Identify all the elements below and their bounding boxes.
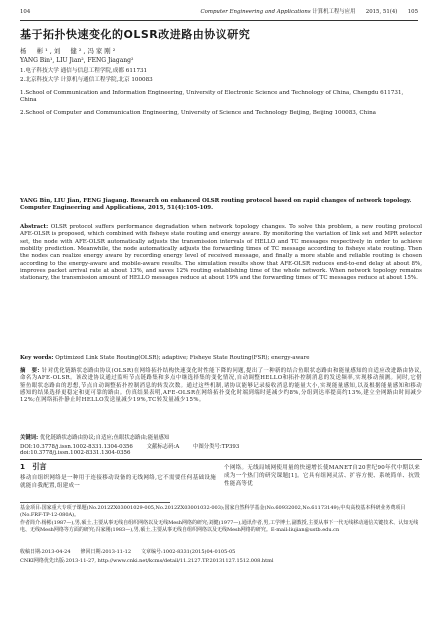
paper-title: 基于拓扑快速变化的OLSR改进路由协议研究	[20, 28, 251, 41]
header-journal-name-cn: 计算机工程与应用	[312, 9, 356, 15]
footnote-divider	[20, 502, 170, 503]
header-page: 105	[407, 9, 418, 15]
footnote-dates: 收稿日期:2013-04-24 修回日期:2013-11-12 文章编号:1002-8331(2015)04-0105-05	[20, 549, 236, 555]
article-metadata	[20, 442, 422, 450]
affiliation-cn-1: 1.电子科技大学 通信与信息工程学院,成都 611731	[20, 68, 148, 74]
keywords-cn-label: 关键词:	[20, 435, 39, 441]
intro-column-left: 移动自组织网络是一种用于连接移动设备的无线网络,它不需要任何基础设施就能自我配置,组建成一	[20, 475, 216, 490]
header-issue: 2015, 51(4)	[365, 9, 398, 15]
meta-clc: 中图分类号:TP393	[192, 444, 240, 450]
meta-doi: DOI:10.3778/j.issn.1002-8331.1304-0356	[20, 444, 133, 450]
footnote-funding: 基金项目:国家重大专项子课题(No.2012ZX03001029-005,No.2012ZX03001032-003);国家自然科学基金(No.60932002,No.61173149);中央高校基本科研业务费项目(No.FRF-TP-12-080A)。	[20, 505, 406, 518]
abstract-chinese	[20, 368, 422, 405]
affiliation-en-1: 1.School of Communication and Information Engineering, University of Electronic Science and Technology of China, Chengdu 611731, China	[20, 90, 404, 104]
intro-column-right: 个网络。无线局域网使用量的快速增长使MANET自20世纪90年代中期以来成为一个热门的研究课题[1]。它具有组网灵活、扩容方便、系统简单、抗毁性能高等优	[224, 465, 420, 488]
section-divider	[20, 459, 422, 460]
keywords-en-label: Key words:	[20, 355, 54, 361]
keywords-english	[20, 355, 422, 362]
keywords-chinese	[20, 433, 422, 441]
citation: YANG Bin, LIU Jian, FENG Jiagang. Research on enhanced OLSR routing protocol based on rapid changes of network topology. Computer Engineering and Applications, 2015, 51(4):105-109.	[20, 198, 412, 212]
meta-code: 文献标志码:A	[146, 444, 180, 450]
abstract-label: Abstract:	[20, 224, 49, 230]
header-journal-name: Computer Engineering and Applications	[200, 9, 311, 15]
running-header	[20, 6, 418, 21]
footnote-author-bio: 作者简介:杨彬(1987—),男,硕士,主要从事无线自组织网络以及无线Mesh网络的研究;刘健(1977—),通讯作者,男,工学博士,副教授,主要从事下一代无线移动通信关键技术、认知无线电、无线Mesh网络等方面的研究;冯家刚(1983—),男,硕士,主要从事无线自组织网络以及无线Mesh网络的研究。E-mail:liujian@ustb.edu.cn	[20, 520, 419, 533]
header-page-number: 104	[20, 9, 31, 15]
footnote-cnki: CNKI网络优先出版:2013-11-27, http://www.cnki.net/kcms/detail/11.2127.TP.20131127.1512.008.html	[20, 558, 274, 564]
affiliation-en-2: 2.School of Computer and Communication Engineering, University of Science and Technology Beijing, Beijing 100083, China	[20, 110, 377, 116]
abstract-english	[20, 224, 422, 283]
authors-chinese: 杨 彬¹,刘 健²,冯家刚²	[20, 47, 118, 55]
header-journal-info	[201, 6, 419, 18]
section-heading-introduction: 1 引言	[20, 462, 47, 471]
affiliation-cn-2: 2.北京科技大学 计算机与通信工程学院,北京 100083	[20, 77, 153, 83]
abstract-cn-label: 摘 要:	[20, 368, 40, 374]
keywords-en-text: Optimized Link State Routing(OLSR); adaptive; Fisheye State Routing(FSR); energy-aware	[55, 355, 310, 361]
article-metadata-2	[20, 450, 422, 456]
keywords-cn-text: 优化链路状态路由协议;自适应;鱼眼状态路由;能量感知	[39, 435, 170, 441]
abstract-cn-text: 针对优化链路状态路由协议(OLSR)在网络拓扑结构快速变化时性能下降的问题,提出了一种新的结合鱼眼状态路由和能量感知的自适应改进路由协议,命名为AFE-OLSR。该改进协议通过监听节点链路集和多点中继选择集的变化情况,自动调整HELLO和拓扑控制消息的发送频率,实现移动预测。同时,它借鉴鱼眼状态路由的思想,节点自动调整拓扑控制消息的转发次数。通过这些机制,诸协议能够记录接收消息的能量大小,实现能量感知,以及根据能量感知和移动感知的结果选择更稳定和更可靠的路由。仿真结果表明,AFE-OLSR在网络拓扑变化时端到端时延减少约8%,分组到达率提高约13%,建立全网路由时间减少12%;在网络拓扑静止时HELLO发送量减少19%,TC转发量减少15%。	[20, 368, 422, 404]
abstract-text: OLSR protocol suffers performance degradation when network topology changes. To solve this problem, a new routing protocol AFE-OLSR is proposed, which combined with fisheye state routing and energy aware. By monitoring the variation of link set and MPR selector set, the node with AFE-OLSR automatically adjusts the transmission intervals of HELLO and TC messages respectively in order to achieve mobility prediction. Meanwhile, the node automatically adjusts the forwarding times of TC message according to fisheye state routing. Then the nodes can realize energy aware by recording energy level of received message, and finally a more stable and reliable routing is chosen according to the energy-aware and mobile-aware results. The simulation results show that AFE-OLSR reduces end-to-end delay at about 8%, improves packet arrival rate at about 13%, and saves 12% routing establishing time of the whole network. When network topology remains stationary, the transmission amount of HELLO messages reduce at about 19% and the forwarding times of TC messages reduce at about 15%.	[20, 224, 423, 282]
authors-english: YANG Bin¹, LIU Jian², FENG Jiagang²	[20, 57, 134, 64]
meta-other-doi: doi:10.3778/j.issn.1002-8331.1304-0356	[20, 450, 131, 456]
